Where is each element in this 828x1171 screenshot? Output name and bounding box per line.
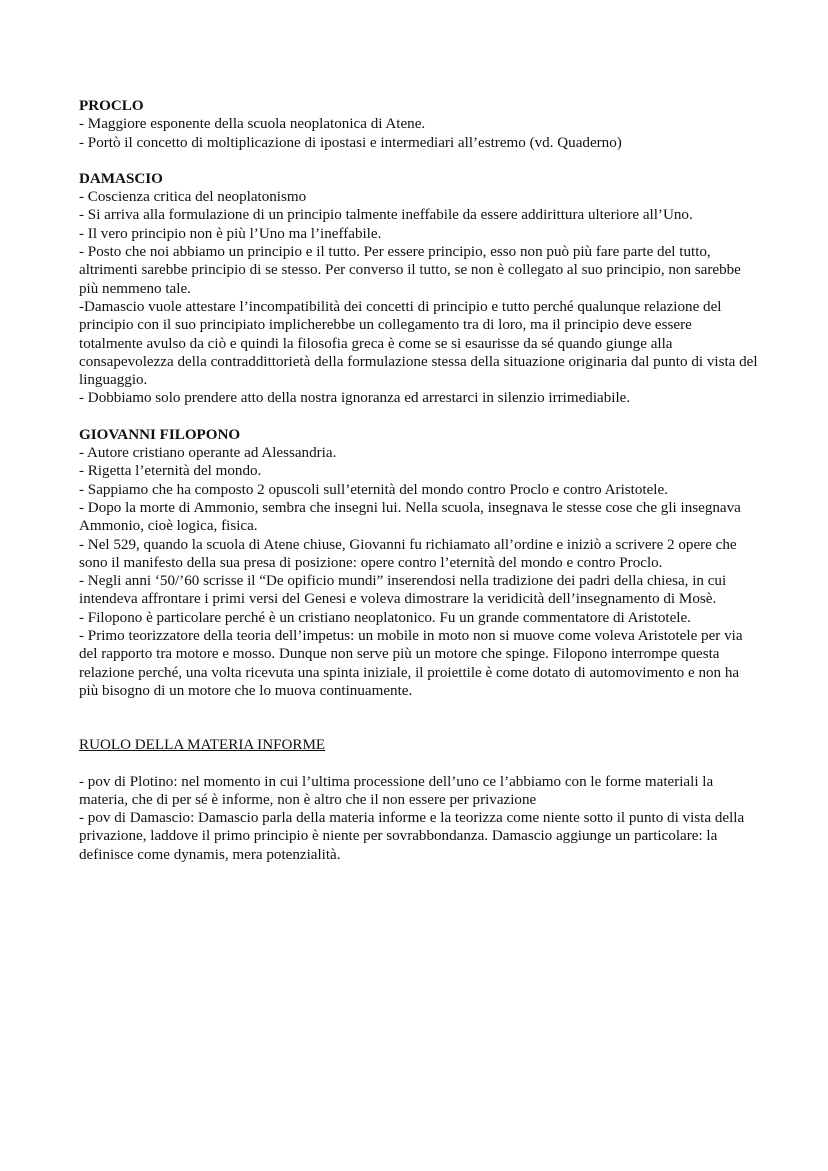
- bullet-line: - Primo teorizzatore della teoria dell’impetus: un mobile in moto non si muove come voleva Aristotele per via del rapporto tra motore e mosso. Dunque non serve più un motore che spinge. Filopono interrompe questa relazione perché, una volta ricevuta una spinta iniziale, il proiettile è come dotato di automovimento e non ha più bisogno di un motore che lo muova continuamente.: [79, 628, 743, 699]
- document-page: [79, 97, 759, 864]
- bullet-line: - Nel 529, quando la scuola di Atene chiuse, Giovanni fu richiamato all’ordine e iniziò a scrivere 2 opere che sono il manifesto della sua presa di posizione: opere contro l’eternità del mondo e contro Proclo.: [79, 536, 737, 571]
- section-proclo: [79, 97, 759, 152]
- section-damascio: [79, 170, 759, 408]
- section-filopono: [79, 426, 759, 700]
- bullet-line: - pov di Damascio: Damascio parla della materia informe e la teorizza come niente sotto il punto di vista della privazione, laddove il primo principio è niente per sovrabbondanza. Damascio aggiunge un particolare: la definisce come dynamis, mera potenzialità.: [79, 810, 745, 863]
- bullet-line: - Autore cristiano operante ad Alessandria.: [79, 445, 337, 462]
- section-title: PROCLO: [79, 98, 144, 114]
- section-title: RUOLO DELLA MATERIA INFORME: [79, 737, 326, 754]
- bullet-line: - pov di Plotino: nel momento in cui l’ultima processione dell’uno ce l’abbiamo con le forme materiali la materia, che di per sé è informe, non è altro che il non essere per privazione: [79, 773, 714, 808]
- bullet-line: - Rigetta l’eternità del mondo.: [79, 463, 262, 480]
- section-title: DAMASCIO: [79, 170, 163, 187]
- bullet-line: -Damascio vuole attestare l’incompatibilità dei concetti di principio e tutto perché qualunque relazione del principio con il suo principiato implicherebbe un collegamento tra di loro, ma il principio deve essere totalmente avulso da ciò e quindi la filosofia greca è come se si esaurisse da sé quando giunge alla consapevolezza della contraddittorietà della formulazione stessa della situazione originaria dal punto di vista del linguaggio.: [79, 298, 758, 389]
- section-materia-informe: [79, 736, 759, 864]
- section-title: GIOVANNI FILOPONO: [79, 426, 241, 443]
- bullet-line: - Posto che noi abbiamo un principio e il tutto. Per essere principio, esso non può più fare parte del tutto, altrimenti sarebbe principio di se stesso. Per converso il tutto, se non è collegato al suo principio, non sarebbe più nemmeno tale.: [79, 244, 741, 297]
- bullet-line: - Si arriva alla formulazione di un principio talmente ineffabile da essere addirittura ulteriore all’Uno.: [79, 207, 693, 224]
- bullet-line: - Coscienza critica del neoplatonismo: [79, 189, 307, 206]
- bullet-line: - Il vero principio non è più l’Uno ma l’ineffabile.: [79, 225, 382, 242]
- bullet-line: - Maggiore esponente della scuola neoplatonica di Atene.: [79, 116, 426, 133]
- bullet-line: - Dopo la morte di Ammonio, sembra che insegni lui. Nella scuola, insegnava le stesse cose che gli insegnava Ammonio, cioè logica, fisica.: [79, 499, 741, 535]
- bullet-line: - Filopono è particolare perché è un cristiano neoplatonico. Fu un grande commentatore di Aristotele.: [79, 609, 691, 626]
- bullet-line: - Negli anni ‘50/’60 scrisse il “De opificio mundi” inserendosi nella tradizione dei padri della chiesa, in cui intendeva affrontare i primi versi del Genesi e voleva dimostrare la veridicità dell’insegnamento di Mosè.: [79, 573, 727, 608]
- bullet-line: - Dobbiamo solo prendere atto della nostra ignoranza ed arrestarci in silenzio irrimediabile.: [79, 390, 631, 407]
- bullet-line: - Portò il concetto di moltiplicazione di ipostasi e intermediari all’estremo (vd. Quaderno): [79, 134, 622, 151]
- bullet-line: - Sappiamo che ha composto 2 opuscoli sull’eternità del mondo contro Proclo e contro Aristotele.: [79, 481, 668, 498]
